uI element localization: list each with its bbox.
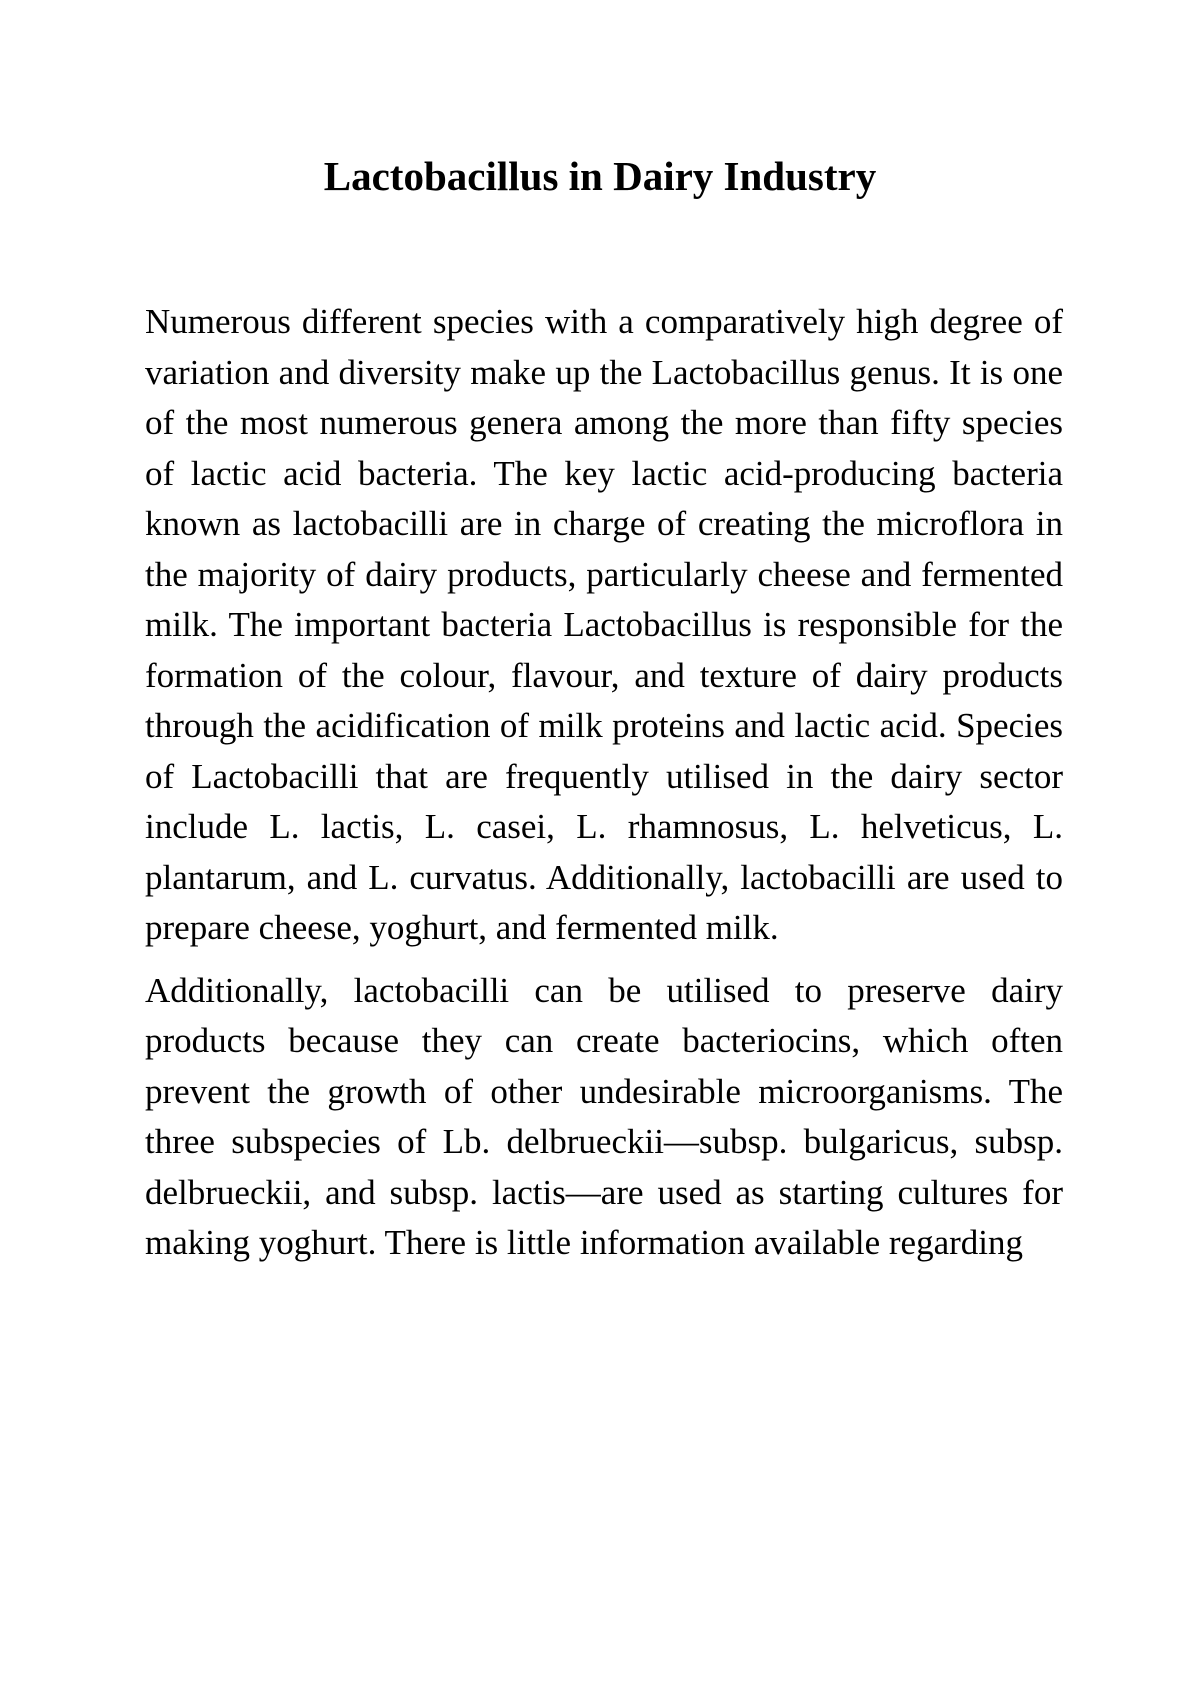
document-body bbox=[145, 297, 1063, 1281]
paragraph: Additionally, lactobacilli can be utilised to preserve dairy products because they can create bacteriocins, which often prevent the growth of other undesirable microorganisms. The three subspecies of Lb. delbrueckii—subsp. bulgaricus, subsp. delbrueckii, and subsp. lactis—are used as starting cultures for making yoghurt. There is little information available regarding bbox=[145, 970, 1063, 1262]
paragraph: Numerous different species with a comparatively high degree of variation and diversity make up the Lactobacillus genus. It is one of the most numerous genera among the more than fifty species of lactic acid bacteria. The key lactic acid-producing bacteria known as lactobacilli are in charge of creating the microflora in the majority of dairy products, particularly cheese and fermented milk. The important bacteria Lactobacillus is responsible for the formation of the colour, flavour, and texture of dairy products through the acidification of milk proteins and lactic acid. Species of Lactobacilli that are frequently utilised in the dairy sector include L. lactis, L. casei, L. rhamnosus, L. helveticus, L. plantarum, and L. curvatus. Additionally, lactobacilli are used to prepare cheese, yoghurt, and fermented milk. bbox=[145, 302, 1063, 947]
document-title: Lactobacillus in Dairy Industry bbox=[323, 153, 877, 199]
